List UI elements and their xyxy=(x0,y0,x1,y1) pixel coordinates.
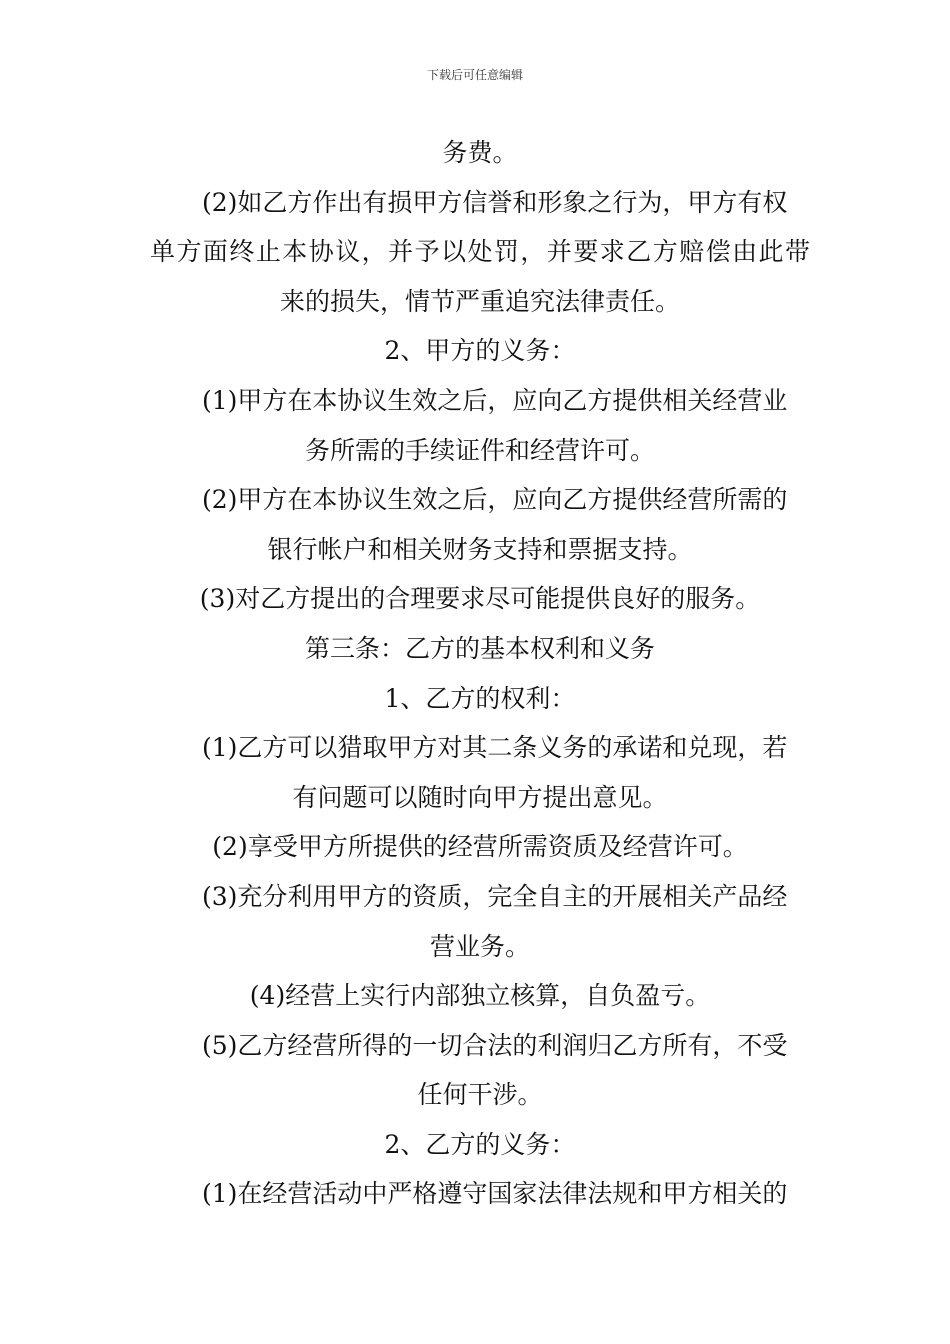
text-line: (3)对乙方提出的合理要求尽可能提供良好的服务。 xyxy=(199,584,761,614)
text-line: (4)经营上实行内部独立核算，自负盈亏。 xyxy=(249,981,711,1011)
text-line: (1)乙方可以猎取甲方对其二条义务的承诺和兑现，若 xyxy=(202,733,788,763)
text-line: 务费。 xyxy=(442,138,518,167)
text-line: 2、甲方的义务： xyxy=(384,336,576,366)
text-line: 任何干涉。 xyxy=(417,1080,543,1110)
text-line: (2)享受甲方所提供的经营所需资质及经营许可。 xyxy=(212,832,748,862)
text-line: (2)如乙方作出有损甲方信誉和形象之行为，甲方有权 xyxy=(202,187,788,217)
text-line: 有问题可以随时向甲方提出意见。 xyxy=(292,782,668,812)
text-line: 1、乙方的权利： xyxy=(384,683,576,713)
text-line: (5)乙方经营所得的一切合法的利润归乙方所有，不受 xyxy=(202,1030,788,1060)
text-line: (3)充分利用甲方的资质，完全自主的开展相关产品经 xyxy=(202,881,788,911)
text-line: 来的损失，情节严重追究法律责任。 xyxy=(279,286,680,316)
text-line: (2)甲方在本协议生效之后，应向乙方提供经营所需的 xyxy=(202,485,788,515)
document-body xyxy=(150,128,810,1219)
text-line: (1)甲方在本协议生效之后，应向乙方提供相关经营业 xyxy=(202,385,788,415)
text-line: 银行帐户和相关财务支持和票据支持。 xyxy=(267,534,693,564)
text-line: (1)在经营活动中严格遵守国家法律法规和甲方相关的 xyxy=(202,1179,788,1209)
text-line: 2、乙方的义务： xyxy=(384,1129,576,1159)
text-line: 务所需的手续证件和经营许可。 xyxy=(304,435,655,465)
text-line: 营业务。 xyxy=(429,931,530,961)
page-header: 下载后可任意编辑 xyxy=(426,68,523,82)
text-line: 单方面终止本协议，并予以处罚，并要求乙方赔偿由此带 xyxy=(150,237,810,267)
section-heading: 第三条：乙方的基本权利和义务 xyxy=(304,633,655,663)
